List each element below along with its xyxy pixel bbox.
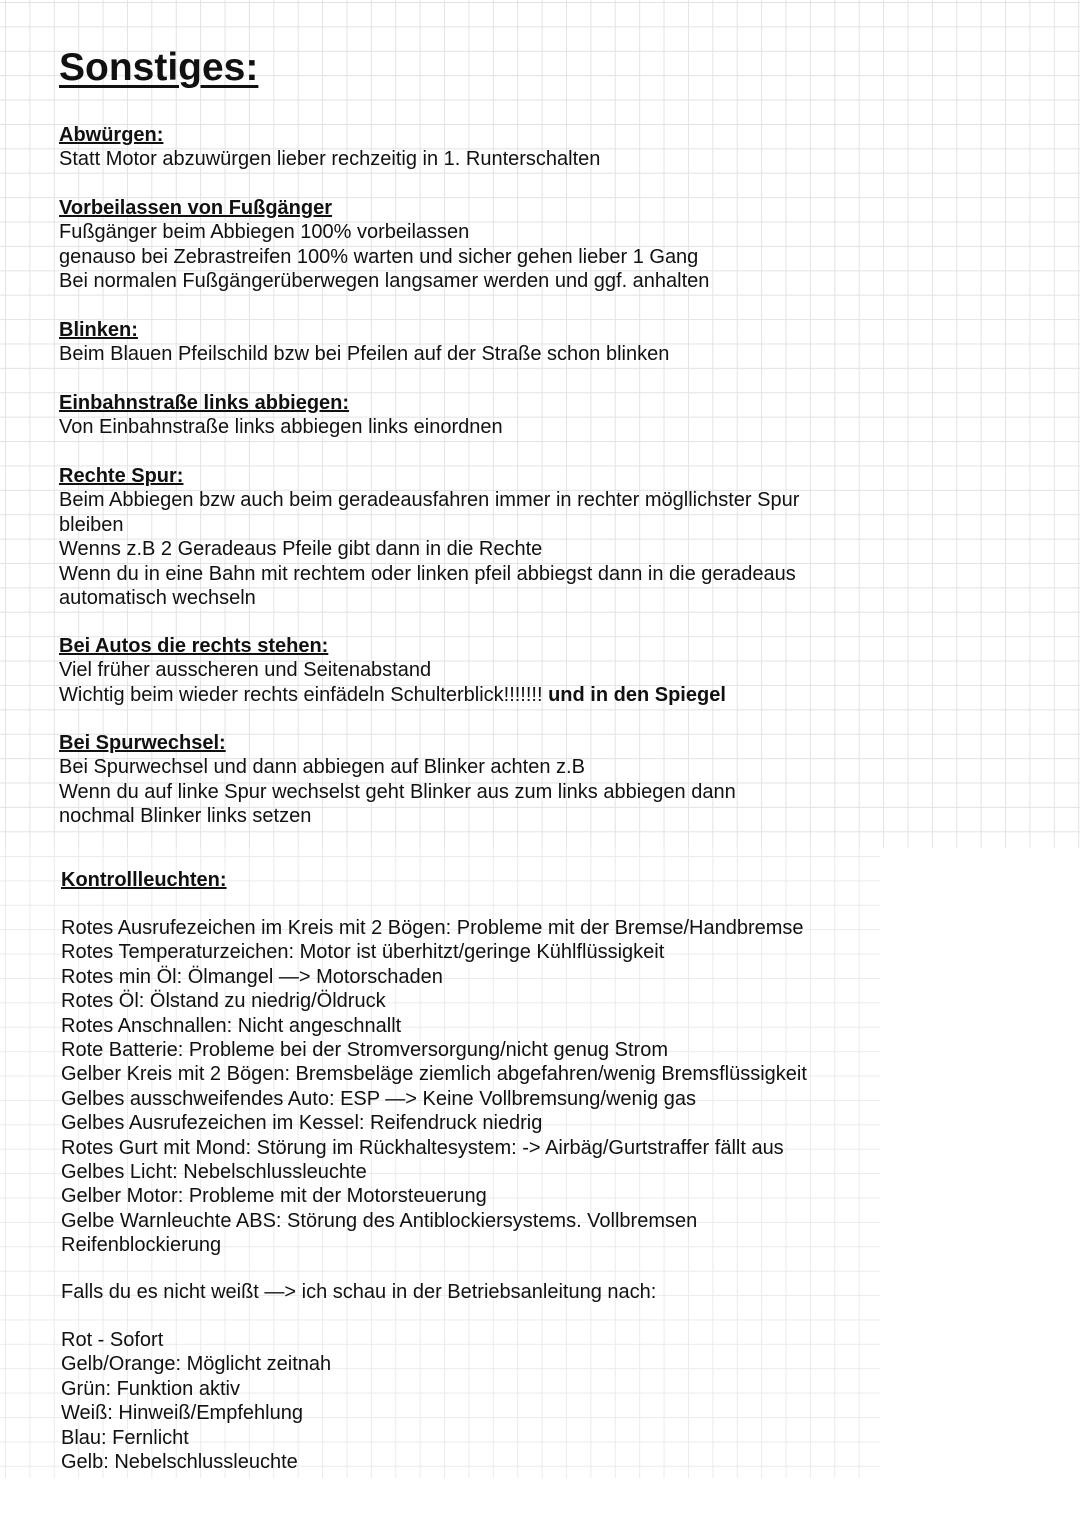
section-heading: Bei Autos die rechts stehen: (59, 635, 329, 657)
color-line: Blau: Fernlicht (61, 1426, 189, 1449)
lamp-line: Rotes Öl: Ölstand zu niedrig/Öldruck (61, 990, 386, 1013)
section-line: Beim Abbiegen bzw auch beim geradeausfahren immer in rechter mögllichster Spur (59, 489, 800, 512)
section-line: Wenn du in eine Bahn mit rechtem oder linken pfeil abbiegst dann in die geradeaus (59, 562, 796, 585)
page-title: Sonstiges: (59, 46, 259, 89)
section-line: nochmal Blinker links setzen (59, 805, 312, 828)
section-rechte-spur (59, 464, 859, 610)
section-line: Wenn du auf linke Spur wechselst geht Blinker aus zum links abbiegen dann (59, 780, 736, 803)
section-spurwechsel (59, 731, 859, 829)
lamp-line: Rotes Anschnallen: Nicht angeschnallt (61, 1014, 402, 1037)
section-blinken (59, 318, 859, 367)
color-legend (61, 1328, 861, 1474)
section-heading: Rechte Spur: (59, 465, 184, 487)
color-line: Rot - Sofort (61, 1329, 164, 1351)
section-line: Bei normalen Fußgängerüberwegen langsamer werden und ggf. anhalten (59, 270, 710, 293)
lamp-line: Rotes Ausrufezeichen im Kreis mit 2 Bögen: Probleme mit der Bremse/Handbremse (61, 917, 804, 939)
section-heading: Kontrollleuchten: (61, 869, 227, 891)
section-kontrollleuchten (61, 868, 861, 892)
section-line: Beim Blauen Pfeilschild bzw bei Pfeilen auf der Straße schon blinken (59, 343, 670, 366)
section-heading: Abwürgen: (59, 124, 164, 146)
lamp-line: Gelber Kreis mit 2 Bögen: Bremsbeläge ziemlich abgefahren/wenig Bremsflüssigkeit (61, 1063, 807, 1086)
section-heading: Einbahnstraße links abbiegen: (59, 392, 350, 414)
lamp-line: Rotes Temperaturzeichen: Motor ist überhitzt/geringe Kühlflüssigkeit (61, 941, 665, 964)
lamp-line: Gelbes Licht: Nebelschlussleuchte (61, 1161, 367, 1184)
lamp-line: Reifenblockierung (61, 1234, 222, 1257)
section-line: Wenns z.B 2 Geradeaus Pfeile gibt dann in die Rechte (59, 538, 543, 561)
kontrollleuchten-list (61, 916, 861, 1258)
lamp-line: Rote Batterie: Probleme bei der Stromversorgung/nicht genug Strom (61, 1039, 668, 1062)
color-line: Gelb: Nebelschlussleuchte (61, 1451, 298, 1474)
color-line: Gelb/Orange: Möglicht zeitnah (61, 1353, 332, 1376)
section-heading: Vorbeilassen von Fußgänger (59, 197, 333, 219)
color-line: Weiß: Hinweiß/Empfehlung (61, 1402, 303, 1425)
section-line: Viel früher ausscheren und Seitenabstand (59, 659, 432, 682)
section-line: Bei Spurwechsel und dann abbiegen auf Blinker achten z.B (59, 756, 585, 779)
section-autos-rechts (59, 634, 859, 707)
lamp-line: Gelbe Warnleuchte ABS: Störung des Antiblockiersystems. Vollbremsen (61, 1209, 698, 1232)
mixed-normal-text: Wichtig beim wieder rechts einfädeln Schulterblick!!!!!!! (59, 683, 549, 706)
section-line: bleiben (59, 513, 124, 536)
section-einbahnstrasse (59, 391, 859, 440)
lamp-line: Rotes min Öl: Ölmangel —> Motorschaden (61, 965, 443, 988)
fallback-note (61, 1280, 861, 1304)
section-line: genauso bei Zebrastreifen 100% warten und sicher gehen lieber 1 Gang (59, 245, 699, 268)
fallback-line: Falls du es nicht weißt —> ich schau in der Betriebsanleitung nach: (61, 1281, 657, 1303)
section-line: automatisch wechseln (59, 587, 256, 610)
section-line: Statt Motor abzuwürgen lieber rechzeitig in 1. Runterschalten (59, 148, 601, 171)
section-line: Von Einbahnstraße links abbiegen links einordnen (59, 416, 503, 439)
section-heading: Bei Spurwechsel: (59, 732, 226, 754)
color-line: Grün: Funktion aktiv (61, 1377, 240, 1400)
section-fussgaenger (59, 196, 859, 294)
mixed-bold-text: und in den Spiegel (548, 683, 726, 706)
lamp-line: Gelbes ausschweifendes Auto: ESP —> Keine Vollbremsung/wenig gas (61, 1087, 697, 1110)
section-abwuergen (59, 123, 859, 172)
section-heading: Blinken: (59, 319, 138, 341)
lamp-line: Gelber Motor: Probleme mit der Motorsteuerung (61, 1185, 487, 1208)
lamp-line: Rotes Gurt mit Mond: Störung im Rückhaltesystem: -> Airbäg/Gurtstraffer fällt aus (61, 1136, 784, 1159)
section-line-mixed (59, 683, 859, 707)
section-line: Fußgänger beim Abbiegen 100% vorbeilassen (59, 221, 470, 244)
lamp-line: Gelbes Ausrufezeichen im Kessel: Reifendruck niedrig (61, 1112, 543, 1135)
